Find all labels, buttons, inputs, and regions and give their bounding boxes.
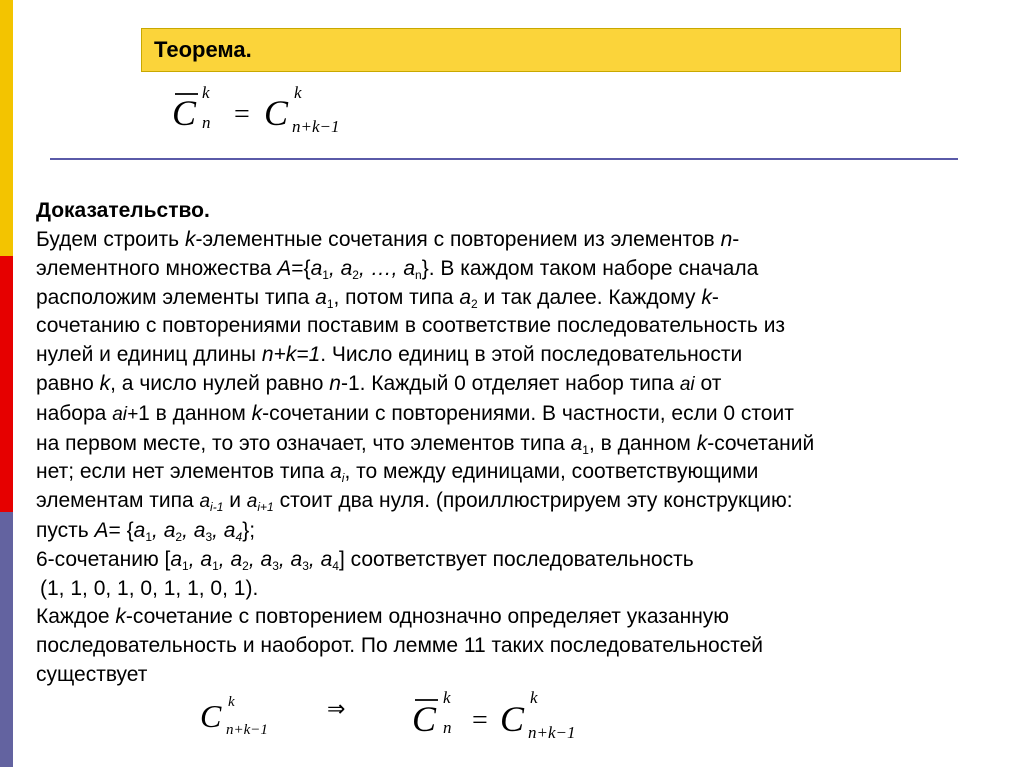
proof-line-1: Будем строить k-элементные сочетания с повторением из элементов n- xyxy=(36,228,740,251)
formula-k-left: k xyxy=(202,83,210,102)
bottom-formula-left xyxy=(200,692,290,748)
formula-c-right: C xyxy=(264,93,289,133)
proof-line-11: пусть $A= \{a_1$, $a_2$, $a_3$, $a_4$}; xyxy=(36,518,256,544)
left-color-bar xyxy=(0,0,13,767)
proof-line-9: нет; если нет элементов типа $a_i$, то между единицами, соответствующими xyxy=(36,460,759,486)
proof-line-10: элементам типа $a_{i-1}$ и $a_{i+1}$ стоит два нуля. (проиллюстрируем эту конструкцию: xyxy=(36,489,793,515)
bfr-k-left: k xyxy=(443,688,451,707)
formula-equals: = xyxy=(234,99,250,130)
bottom-formula-left-svg xyxy=(200,692,290,748)
proof-line-5: нулей и единиц длины n+k=1. Число единиц в этой последовательности xyxy=(36,343,743,367)
implies-arrow: ⇒ xyxy=(327,697,346,722)
formula-k-right: k xyxy=(294,83,302,102)
theorem-box xyxy=(141,28,901,72)
bfr-k-right: k xyxy=(530,688,538,707)
sidebar-red-segment xyxy=(0,256,13,512)
proof-line-4: сочетанию с повторениями поставим в соответствие последовательность из xyxy=(36,314,786,338)
proof-title: Доказательство. xyxy=(36,199,210,222)
divider-line xyxy=(50,158,958,160)
bfr-n-left: n xyxy=(443,718,452,737)
proof-line-16: существует xyxy=(36,662,148,686)
proof-line-15: последовательность и наоборот. По лемме 11 таких последовательностей xyxy=(36,634,764,658)
proof-line-7: набора ai+1 в данном k-сочетании с повторениями. В частности, если 0 стоит xyxy=(36,401,794,425)
formula-n-left: n xyxy=(202,113,211,132)
proof-line-6: равно k, а число нулей равно n-1. Каждый 0 отделяет набор типа ai от xyxy=(36,371,722,395)
proof-line-3: расположим элементы типа $a_1$, потом типа $a_2$ и так далее. Каждому k- xyxy=(36,285,719,311)
bf-c: C xyxy=(200,698,222,734)
bf-sub: n+k−1 xyxy=(226,722,268,738)
proof-block xyxy=(36,196,976,690)
sidebar-blue-segment xyxy=(0,512,13,767)
formula-sub-right: n+k−1 xyxy=(292,117,340,136)
bfr-c-right: C xyxy=(500,699,525,739)
proof-line-8: на первом месте, то это означает, что элементов типа $a_1$, в данном k-сочетаний xyxy=(36,431,815,457)
bfr-c-left: C xyxy=(412,699,437,739)
bfr-equals: = xyxy=(472,705,488,736)
proof-line-12: 6-сочетанию [$a_1$, $a_1$, $a_2$, $a_3$, $a_3$, $a_4$] соответствует последовательность xyxy=(36,547,694,573)
theorem-formula xyxy=(172,78,372,140)
theorem-formula-svg xyxy=(172,78,372,140)
proof-line-2: элементного множества $A=\{a_1$, $a_2$, …, $a_n$}. В каждом таком наборе сначала xyxy=(36,256,759,282)
theorem-title: Теорема. xyxy=(154,37,252,62)
sidebar-yellow-segment xyxy=(0,0,13,256)
proof-line-13: (1, 1, 0, 1, 0, 1, 1, 0, 1). xyxy=(40,576,259,600)
bf-k: k xyxy=(228,694,235,710)
bottom-formula-right-svg xyxy=(412,688,602,750)
proof-line-14: Каждое k-сочетание с повторением однозначно определяет указанную xyxy=(36,605,730,629)
formula-c-left: C xyxy=(172,93,197,133)
bfr-sub-right: n+k−1 xyxy=(528,723,576,742)
bottom-formula-right xyxy=(412,688,602,750)
